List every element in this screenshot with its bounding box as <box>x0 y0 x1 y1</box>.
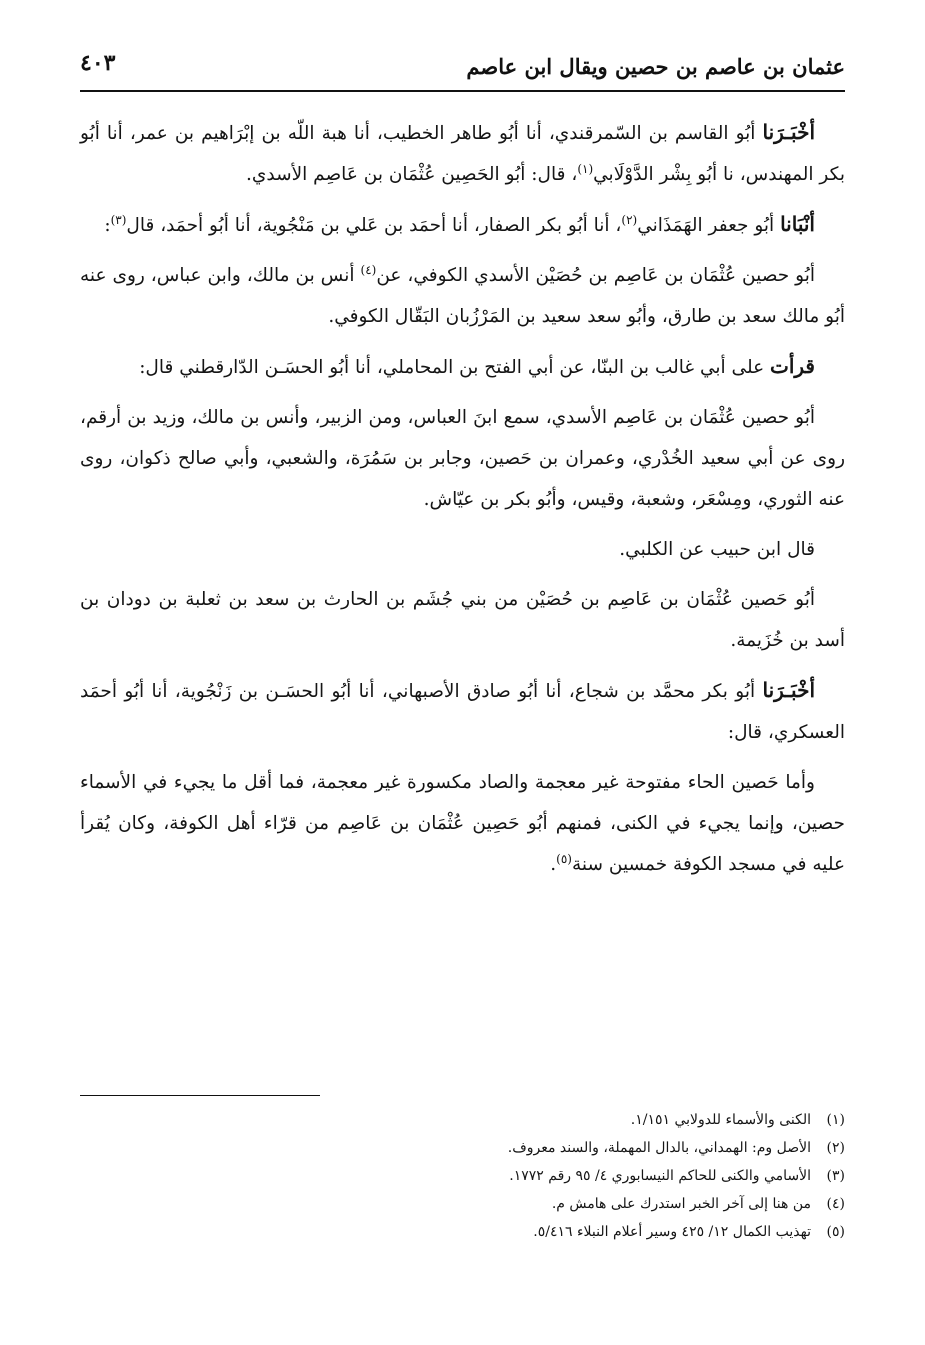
footnote-item: (١)الكنى والأسماء للدولابي ١/١٥١. <box>630 1112 845 1128</box>
footnote-item: (٤)من هنا إلى آخر الخبر استدرك على هامش م. <box>551 1196 845 1212</box>
footnote-item: (٣)الأسامي والكنى للحاكم النيسابوري ٤/ ٩٥ رقم ١٧٧٢. <box>509 1168 845 1184</box>
chain-keyword: قرأت <box>770 354 815 378</box>
footnote-ref: (٥) <box>556 851 572 866</box>
footnote-ref: (٣) <box>110 212 127 227</box>
paragraph-3: أبُو حصين عُثْمَان بن عَاصِم بن حُصَيْن الأسدي الكوفي، عن$^{(٤)}$ أنس بن مالك، وابن عباس، روى عنه أبُو مالك سعد بن طارق، وأبُو سعد سعيد بن المَرْزُبان البَقّال الكوفي. <box>80 262 845 327</box>
paragraph-1: أخْبَـرَنا أبُو القاسم بن السّمرقندي، أنا أبُو طاهر الخطيب، أنا هبة اللّه بن إبْرَاهيم بن عمر، أنا أبُو بكر المهندس، نا أبُو بِشْر الدَّوْلَابي$^{(١)}$، قال: أبُو الحَصِين عُثْمَان بن عَاصِم الأسدي. <box>80 120 845 185</box>
chain-keyword: أخْبَـرَنا <box>762 678 815 702</box>
header-rule <box>80 90 845 92</box>
paragraph-4: قرأت على أبي غالب بن البنّا، عن أبي الفتح بن المحاملي، أنا أبُو الحسَـن الدّارقطني قال: <box>139 354 815 378</box>
footnote-ref: (٢) <box>621 212 638 227</box>
footnote-ref: (٤) <box>360 262 377 277</box>
paragraph-8: أخْبَـرَنا أبُو بكر محمَّد بن شجاع، أنا أبُو صادق الأصبهاني، أنا أبُو الحسَـن بن زَنْجُوية، أنا أبُو أحمَد العسكري، قال: <box>80 678 845 743</box>
footnote-item: (٥)تهذيب الكمال ١٢/ ٤٢٥ وسير أعلام النبلاء ٥/٤١٦. <box>533 1224 845 1240</box>
footnotes <box>80 1106 845 1246</box>
paragraph-6: قال ابن حبيب عن الكلبي. <box>619 539 815 560</box>
paragraph-7: أبُو حَصين عُثْمَان بن عَاصِم بن حُصَيْن من بني جُشَم بن الحارث بن سعد بن ثعلبة بن دودان بن أسد بن خُزَيمة. <box>80 589 845 651</box>
paragraph-5: أبُو حصين عُثْمَان بن عَاصِم الأسدي، سمع ابنَ العباس، ومن الزبير، وأنس بن مالك، وزيد بن أرقم، روى عن أبي سعيد الخُدْري، وعمران بن حَصين، وجابر بن سَمُرَة، والشعبي، وأبي صالح ذكوان، روى عنه الثوري، ومِسْعَر، وشعبة، وقيس، وأبُو بكر بن عيّاش. <box>80 407 845 510</box>
chain-keyword: أنْبَانا <box>780 212 815 236</box>
paragraph-9: وأما حَصين الحاء مفتوحة غير معجمة والصاد مكسورة غير معجمة، فما أقل ما يجيء في الأسماء حصين، وإنما يجيء في الكنى، فمنهم أبُو حَصِين عُثْمَان بن عَاصِم من قرّاء أهل الكوفة، وكان يُقرأ عليه في مسجد الكوفة خمسين سنة$^{(٥)}$. <box>80 772 845 875</box>
page-header <box>80 40 845 90</box>
page-number: ٤٠٣ <box>80 50 116 76</box>
chain-keyword: أخْبَـرَنا <box>762 120 815 144</box>
running-title: عثمان بن عاصم بن حصين ويقال ابن عاصم <box>466 54 845 79</box>
footnote-item: (٢)الأصل وم: الهمداني، بالدال المهملة، والسند معروف. <box>507 1140 845 1156</box>
main-text <box>80 112 845 894</box>
paragraph-2: أنْبَانا أبُو جعفر الهَمَذَاني$^{(٢)}$، أنا أبُو بكر الصفار، أنا أحمَد بن عَلي بن مَنْجُوية، أنا أبُو أحمَد، قال$^{(٣)}$: <box>104 212 815 236</box>
footnote-ref: (١) <box>577 161 594 176</box>
footnote-separator <box>80 1095 320 1096</box>
